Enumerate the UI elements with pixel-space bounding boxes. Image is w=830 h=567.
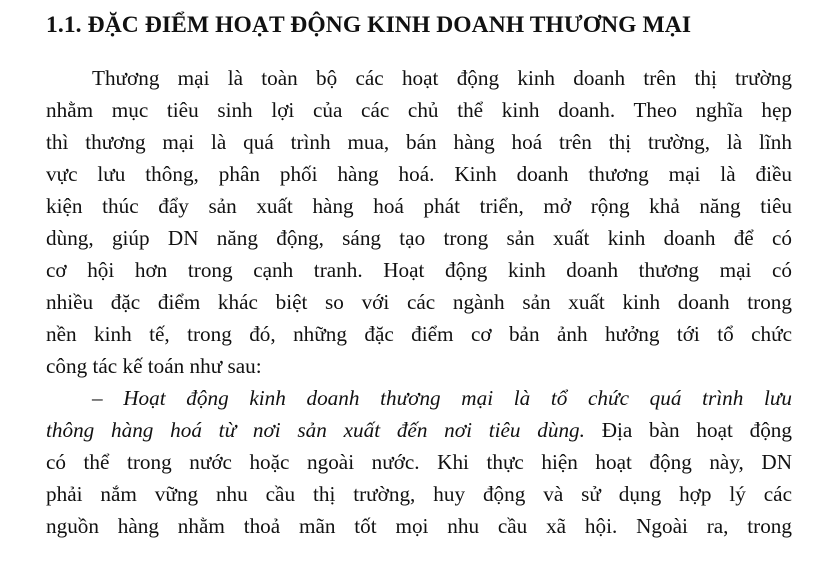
paragraph-2-line-2 [46, 414, 792, 446]
section-heading: 1.1. ĐẶC ĐIỂM HOẠT ĐỘNG KINH DOANH THƯƠNG MẠI [46, 12, 692, 38]
document-body [46, 62, 792, 542]
paragraph-2-line-5: nguồn hàng nhằm thoả mãn tốt mọi nhu cầu xã hội. Ngoài ra, trong [46, 514, 792, 538]
paragraph-2-line-3: có thể trong nước hoặc ngoài nước. Khi thực hiện hoạt động này, DN [46, 450, 792, 474]
paragraph-2-line-4: phải nắm vững nhu cầu thị trường, huy động và sử dụng hợp lý các [46, 482, 792, 506]
paragraph-1-line-2: nhằm mục tiêu sinh lợi của các chủ thể kinh doanh. Theo nghĩa hẹp [46, 98, 792, 122]
paragraph-2-line-1: – Hoạt động kinh doanh thương mại là tổ chức quá trình lưu [92, 386, 792, 410]
paragraph-1-line-5: kiện thúc đẩy sản xuất hàng hoá phát triển, mở rộng khả năng tiêu [46, 194, 792, 218]
paragraph-1-line-8: nhiều đặc điểm khác biệt so với các ngành sản xuất kinh doanh trong [46, 290, 792, 314]
paragraph-1-line-4: vực lưu thông, phân phối hàng hoá. Kinh doanh thương mại là điều [46, 162, 792, 186]
paragraph-1-line-3: thì thương mại là quá trình mua, bán hàng hoá trên thị trường, là lĩnh [46, 130, 792, 154]
paragraph-1-line-1: Thương mại là toàn bộ các hoạt động kinh doanh trên thị trường [92, 66, 792, 90]
paragraph-1-line-10: công tác kế toán như sau: [46, 354, 262, 378]
paragraph-1-line-7: cơ hội hơn trong cạnh tranh. Hoạt động kinh doanh thương mại có [46, 258, 792, 282]
paragraph-2-line-2-text: Địa bàn hoạt động [584, 418, 792, 442]
paragraph-1-line-6: dùng, giúp DN năng động, sáng tạo trong sản xuất kinh doanh để có [46, 226, 792, 250]
paragraph-1-line-9: nền kinh tế, trong đó, những đặc điểm cơ bản ảnh hưởng tới tổ chức [46, 322, 792, 346]
paragraph-2-emphasis: thông hàng hoá từ nơi sản xuất đến nơi tiêu dùng. [46, 418, 585, 442]
